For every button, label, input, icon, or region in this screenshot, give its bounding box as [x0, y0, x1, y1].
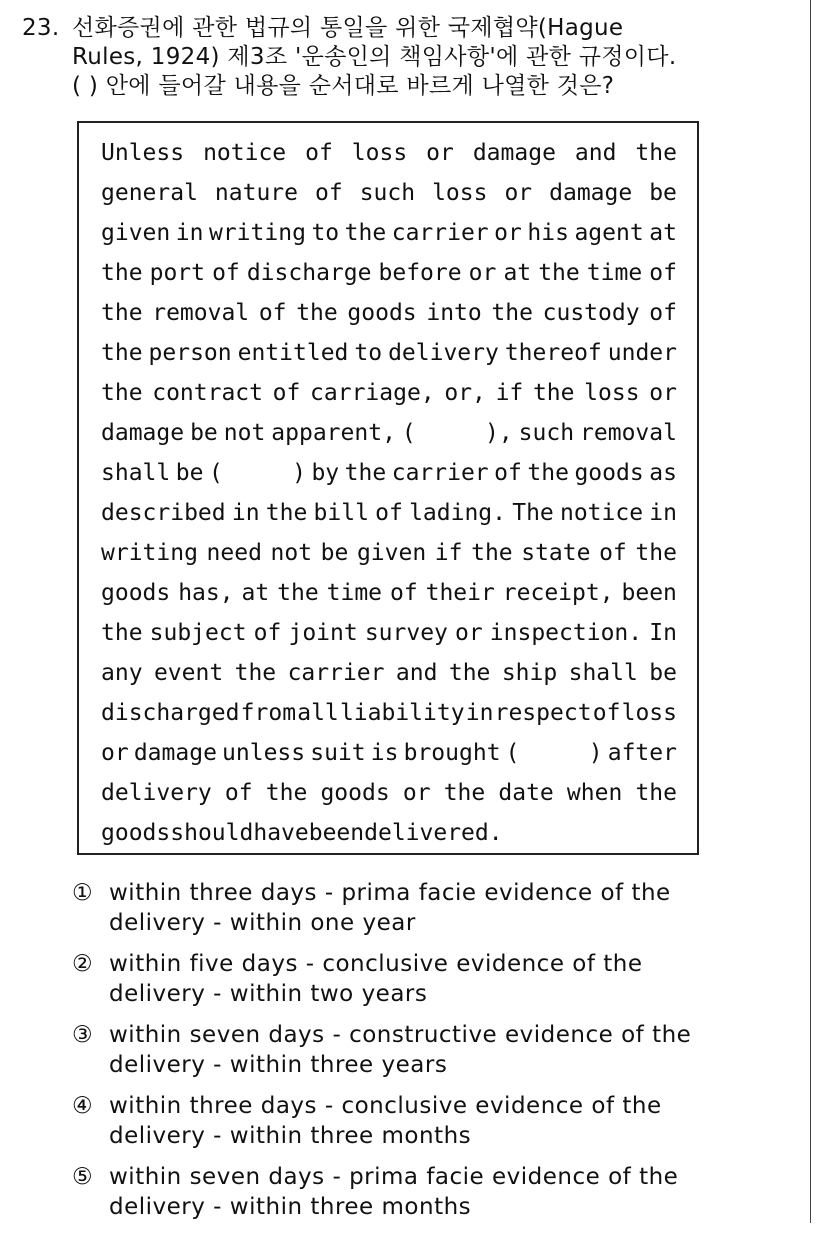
passage-word: ( ),: [401, 420, 513, 446]
passage-word: the: [532, 380, 575, 406]
question-stem-line: Rules, 1924) 제3조 '운송인의 책임사항'에 관한 규정이다.: [72, 44, 677, 70]
passage-word: if: [434, 540, 463, 566]
passage-word: delivery: [388, 340, 499, 366]
passage-word: after: [607, 740, 677, 766]
passage-line: [101, 373, 677, 413]
passage-word: survey: [364, 620, 448, 646]
passage-word: the: [538, 260, 580, 286]
passage-word: goods: [574, 460, 644, 486]
passage-word: of: [253, 620, 282, 646]
passage-box: [77, 121, 699, 855]
option-text: [109, 1020, 772, 1080]
question-stem: [72, 14, 782, 101]
option-text-line: within five days - conclusive evidence of the: [109, 951, 643, 977]
passage-word: delivery: [101, 780, 212, 806]
passage-line: [101, 213, 677, 253]
passage-word: or,: [444, 380, 486, 406]
passage-word: or: [468, 260, 497, 286]
option-text: [109, 1162, 772, 1222]
passage-word: not: [223, 420, 266, 446]
passage-word: ( ): [208, 460, 306, 486]
passage-word: carrier: [391, 220, 489, 246]
passage-word: before: [378, 260, 462, 286]
passage-word: suit: [310, 740, 366, 766]
passage-line: [101, 813, 677, 853]
passage-word: in: [465, 700, 494, 726]
option-text-line: delivery - within three years: [109, 1052, 448, 1078]
passage-word: general: [101, 180, 198, 206]
answer-option-2[interactable]: [72, 949, 772, 1009]
option-text-line: within seven days - prima facie evidence of the: [109, 1164, 679, 1190]
passage-word: In: [649, 620, 677, 646]
passage-word: at: [241, 580, 270, 606]
passage-word: of: [375, 500, 403, 526]
passage-word: of: [315, 180, 343, 206]
passage-word: notice: [559, 500, 644, 526]
passage-word: nature: [214, 180, 299, 206]
passage-word: the: [448, 660, 491, 686]
passage-word: the: [635, 540, 677, 566]
passage-word: to: [354, 340, 383, 366]
passage-word: the: [101, 380, 143, 406]
passage-word: apparent,: [271, 420, 396, 446]
passage-word: joint: [288, 620, 358, 646]
passage-word: time: [326, 580, 383, 606]
passage-word: the: [265, 780, 308, 806]
passage-word: The: [512, 500, 554, 526]
passage-word: not: [270, 540, 313, 566]
passage-word: in: [649, 500, 677, 526]
option-text: [109, 1091, 772, 1151]
passage-word: removal: [580, 420, 677, 446]
passage-word: contract: [152, 380, 263, 406]
passage-line: [101, 493, 677, 533]
passage-line: [101, 413, 677, 453]
passage-word: the: [344, 220, 387, 246]
option-marker: ①: [72, 880, 94, 906]
passage-word: or: [455, 620, 483, 646]
passage-word: liability: [339, 700, 465, 726]
answer-option-4[interactable]: [72, 1091, 772, 1151]
passage-word: goods: [101, 820, 171, 846]
passage-line: [101, 533, 677, 573]
option-text-line: delivery - within two years: [109, 981, 428, 1007]
question-number: 23.: [22, 15, 60, 41]
passage-word: thereof: [504, 340, 602, 366]
passage-word: the: [527, 460, 569, 486]
option-marker: ⑤: [72, 1164, 94, 1190]
passage-word: Unless: [101, 140, 185, 166]
passage-word: of: [494, 460, 522, 486]
passage-word: the: [296, 300, 338, 326]
passage-word: into: [426, 300, 482, 326]
passage-word: should: [170, 820, 254, 846]
option-marker: ③: [72, 1022, 94, 1048]
passage-word: the: [265, 500, 308, 526]
passage-word: entitled: [237, 340, 349, 366]
passage-word: receipt,: [502, 580, 614, 606]
passage-word: or: [649, 380, 677, 406]
passage-word: subject: [149, 620, 247, 646]
passage-line: [101, 773, 677, 813]
passage-word: if: [495, 380, 524, 406]
passage-word: have: [253, 820, 309, 846]
question-23: [22, 14, 782, 101]
passage-word: carriage,: [310, 380, 435, 406]
passage-word: the: [101, 340, 143, 366]
passage-word: damage: [133, 740, 217, 766]
passage-word: delivered.: [364, 820, 503, 846]
passage-word: goods: [320, 780, 390, 806]
option-text-line: within three days - conclusive evidence of the: [109, 1093, 662, 1119]
passage-word: the: [101, 300, 143, 326]
passage-word: any: [101, 660, 143, 686]
passage-word: is: [370, 740, 399, 766]
passage-line: [101, 453, 677, 493]
answer-options: [72, 878, 772, 1233]
passage-word: or: [426, 140, 454, 166]
passage-word: goods: [101, 580, 171, 606]
option-text-line: delivery - within three months: [109, 1123, 472, 1149]
passage-word: the: [471, 540, 513, 566]
passage-line: [101, 253, 677, 293]
passage-word: carrier: [391, 460, 489, 486]
answer-option-3[interactable]: [72, 1020, 772, 1080]
passage-line: [101, 653, 677, 693]
passage-word: discharge: [246, 260, 372, 286]
passage-word: brought: [403, 740, 501, 766]
page-right-rule: [810, 0, 811, 1223]
passage-word: state: [521, 540, 591, 566]
passage-word: damage: [101, 420, 185, 446]
passage-word: custody: [542, 300, 640, 326]
option-text-line: within seven days - constructive evidence of the: [109, 1022, 692, 1048]
passage-word: by: [311, 460, 340, 486]
passage-word: their: [425, 580, 495, 606]
passage-word: or: [494, 220, 522, 246]
passage-word: of: [212, 260, 240, 286]
passage-word: of: [592, 700, 621, 726]
passage-word: of: [272, 380, 301, 406]
passage-word: agent: [574, 220, 644, 246]
passage-word: as: [649, 460, 677, 486]
passage-word: notice: [203, 140, 287, 166]
passage-line: [101, 333, 677, 373]
passage-word: all: [297, 700, 339, 726]
passage-word: the: [101, 620, 143, 646]
passage-word: be: [190, 420, 218, 446]
passage-word: at: [649, 220, 677, 246]
passage-word: from: [240, 700, 297, 726]
passage-word: the: [491, 300, 533, 326]
option-text: [109, 878, 772, 938]
passage-word: be: [649, 660, 677, 686]
passage-word: been: [308, 820, 365, 846]
option-text: [109, 949, 772, 1009]
passage-word: in: [175, 220, 204, 246]
passage-word: be: [175, 460, 204, 486]
passage-word: has,: [178, 580, 234, 606]
answer-option-1[interactable]: [72, 878, 772, 938]
option-text-line: within three days - prima facie evidence of the: [109, 880, 671, 906]
question-stem-line: ( ) 안에 들어갈 내용을 순서대로 바르게 나열한 것은?: [72, 73, 615, 99]
passage-line: [101, 733, 677, 773]
passage-word: of: [258, 300, 287, 326]
passage-word: inspection.: [489, 620, 643, 646]
passage-word: respect: [494, 700, 592, 726]
passage-word: or: [504, 180, 533, 206]
question-stem-line: 선화증권에 관한 법규의 통일을 위한 국제협약(Hague: [72, 15, 624, 41]
passage-word: described: [101, 500, 226, 526]
passage-word: be: [649, 180, 677, 206]
passage-word: given: [356, 540, 427, 566]
passage-word: of: [649, 300, 677, 326]
passage-word: the: [635, 140, 677, 166]
passage-word: of: [649, 260, 677, 286]
passage-word: and: [395, 660, 438, 686]
passage-word: loss: [351, 140, 408, 166]
passage-word: of: [224, 780, 253, 806]
passage-word: person: [148, 340, 232, 366]
passage-word: ship: [501, 660, 558, 686]
passage-word: shall: [568, 660, 638, 686]
passage-line: [101, 173, 677, 213]
passage-word: bill: [313, 500, 369, 526]
option-marker: ④: [72, 1093, 94, 1119]
passage-word: writing: [208, 220, 306, 246]
passage-word: shall: [101, 460, 171, 486]
option-text-line: delivery - within one year: [109, 910, 416, 936]
passage-word: ( ): [505, 740, 603, 766]
passage-word: the: [443, 780, 486, 806]
passage-word: and: [574, 140, 617, 166]
passage-word: of: [305, 140, 333, 166]
passage-word: loss: [621, 700, 677, 726]
option-text-line: delivery - within three months: [109, 1194, 472, 1220]
passage-word: damage: [472, 140, 556, 166]
passage-word: be: [320, 540, 349, 566]
passage-word: event: [153, 660, 224, 686]
passage-word: such: [359, 180, 416, 206]
answer-option-5[interactable]: [72, 1162, 772, 1222]
passage-word: the: [277, 580, 319, 606]
passage-word: goods: [347, 300, 417, 326]
passage-word: or: [101, 740, 129, 766]
passage-line: [101, 293, 677, 333]
passage-word: the: [101, 260, 143, 286]
passage-word: to: [311, 220, 340, 246]
passage-word: need: [206, 540, 262, 566]
passage-word: under: [607, 340, 677, 366]
option-marker: ②: [72, 951, 94, 977]
passage-word: writing: [101, 540, 198, 566]
passage-word: unless: [222, 740, 306, 766]
passage-word: at: [503, 260, 532, 286]
passage-word: carrier: [287, 660, 385, 686]
passage-text: [101, 133, 677, 853]
passage-line: [101, 693, 677, 733]
passage-word: damage: [549, 180, 633, 206]
passage-word: port: [149, 260, 205, 286]
passage-word: lading.: [409, 500, 506, 526]
passage-word: or: [402, 780, 431, 806]
passage-word: the: [344, 460, 387, 486]
passage-word: the: [635, 780, 677, 806]
passage-word: loss: [584, 380, 640, 406]
passage-word: given: [101, 220, 171, 246]
passage-line: [101, 613, 677, 653]
passage-word: discharged: [101, 700, 240, 726]
passage-word: in: [231, 500, 260, 526]
passage-line: [101, 133, 677, 173]
passage-word: the: [234, 660, 277, 686]
passage-word: of: [599, 540, 627, 566]
passage-word: removal: [152, 300, 250, 326]
passage-word: of: [389, 580, 418, 606]
passage-line: [101, 573, 677, 613]
passage-word: such: [518, 420, 575, 446]
passage-word: when: [566, 780, 623, 806]
passage-word: time: [586, 260, 643, 286]
passage-word: loss: [432, 180, 488, 206]
passage-word: his: [527, 220, 569, 246]
passage-word: been: [621, 580, 677, 606]
passage-word: date: [498, 780, 554, 806]
